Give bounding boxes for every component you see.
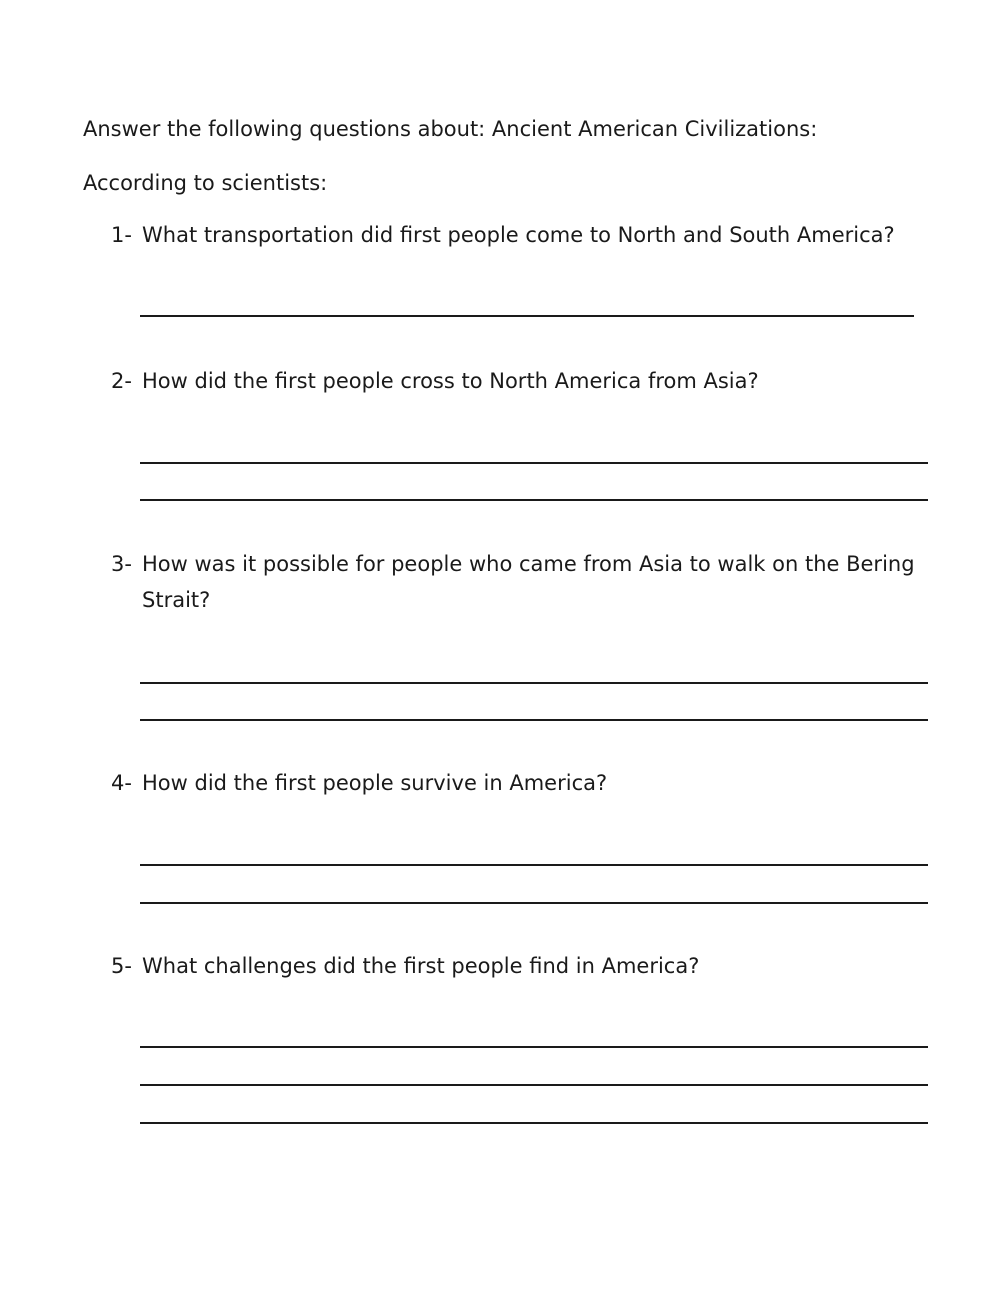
answer-line-3-1[interactable] — [140, 682, 928, 684]
answer-line-3-2[interactable] — [140, 719, 928, 721]
answer-line-1-1[interactable] — [140, 315, 914, 317]
question-3-number: 3- — [111, 552, 132, 576]
question-3-text: How was it possible for people who came from Asia to walk on the Bering Strait? — [142, 552, 915, 612]
answer-line-2-2[interactable] — [140, 499, 928, 501]
question-1-text: What transportation did first people come to North and South America? — [142, 223, 895, 247]
question-2-number: 2- — [111, 369, 132, 393]
question-1-number: 1- — [111, 223, 132, 247]
question-5-number: 5- — [111, 954, 132, 978]
answer-line-5-3[interactable] — [140, 1122, 928, 1124]
question-4-text: How did the first people survive in America? — [142, 771, 608, 795]
question-2-text: How did the first people cross to North America from Asia? — [142, 369, 759, 393]
answer-line-4-1[interactable] — [140, 864, 928, 866]
answer-line-5-2[interactable] — [140, 1084, 928, 1086]
question-5-text: What challenges did the first people find in America? — [142, 954, 700, 978]
question-4-number: 4- — [111, 771, 132, 795]
answer-line-2-1[interactable] — [140, 462, 928, 464]
instruction-text: Answer the following questions about: Ancient American Civilizations: — [83, 117, 818, 141]
answer-line-4-2[interactable] — [140, 902, 928, 904]
intro-text: According to scientists: — [83, 171, 328, 195]
answer-line-5-1[interactable] — [140, 1046, 928, 1048]
